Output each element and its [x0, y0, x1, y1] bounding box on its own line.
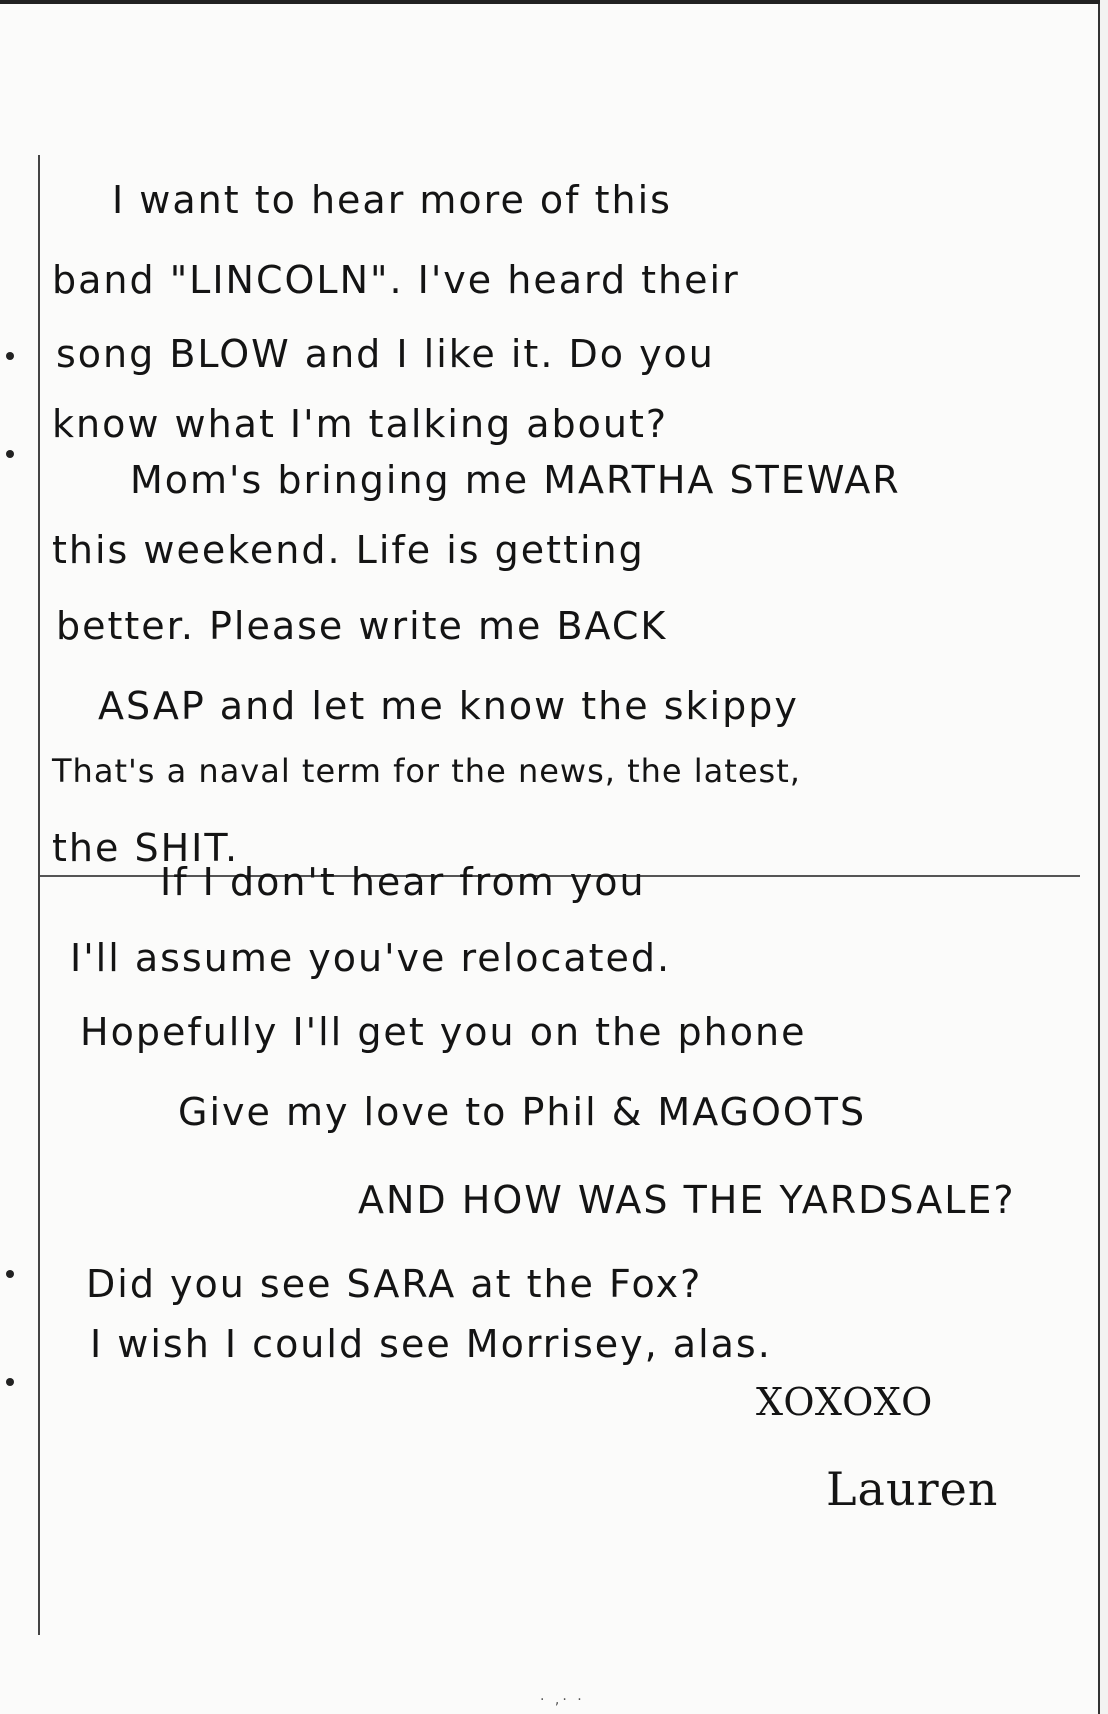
binder-hole-mark: [6, 352, 14, 360]
letter-line: AND HOW WAS THE YARDSALE?: [358, 1178, 1016, 1222]
letter-line: better. Please write me BACK: [56, 604, 668, 648]
binder-hole-mark: [6, 450, 14, 458]
binder-hole-mark: [6, 1270, 14, 1278]
scan-artifact: · ,· ·: [540, 1692, 585, 1708]
letter-line: Hopefully I'll get you on the phone: [80, 1010, 807, 1054]
letter-line: That's a naval term for the news, the latest,: [52, 752, 801, 790]
letter-line: I wish I could see Morrisey, alas.: [90, 1322, 772, 1366]
letter-line: I want to hear more of this: [112, 178, 672, 222]
letter-line: the SHIT.: [52, 826, 240, 870]
letter-line: Give my love to Phil & MAGOOTS: [178, 1090, 867, 1134]
letter-line: If I don't hear from you: [160, 860, 646, 904]
margin-rule: [38, 155, 40, 1635]
letter-line: I'll assume you've relocated.: [70, 936, 672, 980]
signature: Lauren: [826, 1462, 999, 1516]
letter-line: Mom's bringing me MARTHA STEWAR: [130, 458, 901, 502]
letter-line: this weekend. Life is getting: [52, 528, 645, 572]
page-top-edge: [0, 0, 1100, 4]
letter-line: Did you see SARA at the Fox?: [86, 1262, 703, 1306]
letter-line: song BLOW and I like it. Do you: [56, 332, 715, 376]
closing-xoxo: XOXOXO: [756, 1380, 934, 1424]
letter-line: band "LINCOLN". I've heard their: [52, 258, 740, 302]
letter-line: ASAP and let me know the skippy: [98, 684, 799, 728]
binder-hole-mark: [6, 1378, 14, 1386]
letter-line: know what I'm talking about?: [52, 402, 669, 446]
